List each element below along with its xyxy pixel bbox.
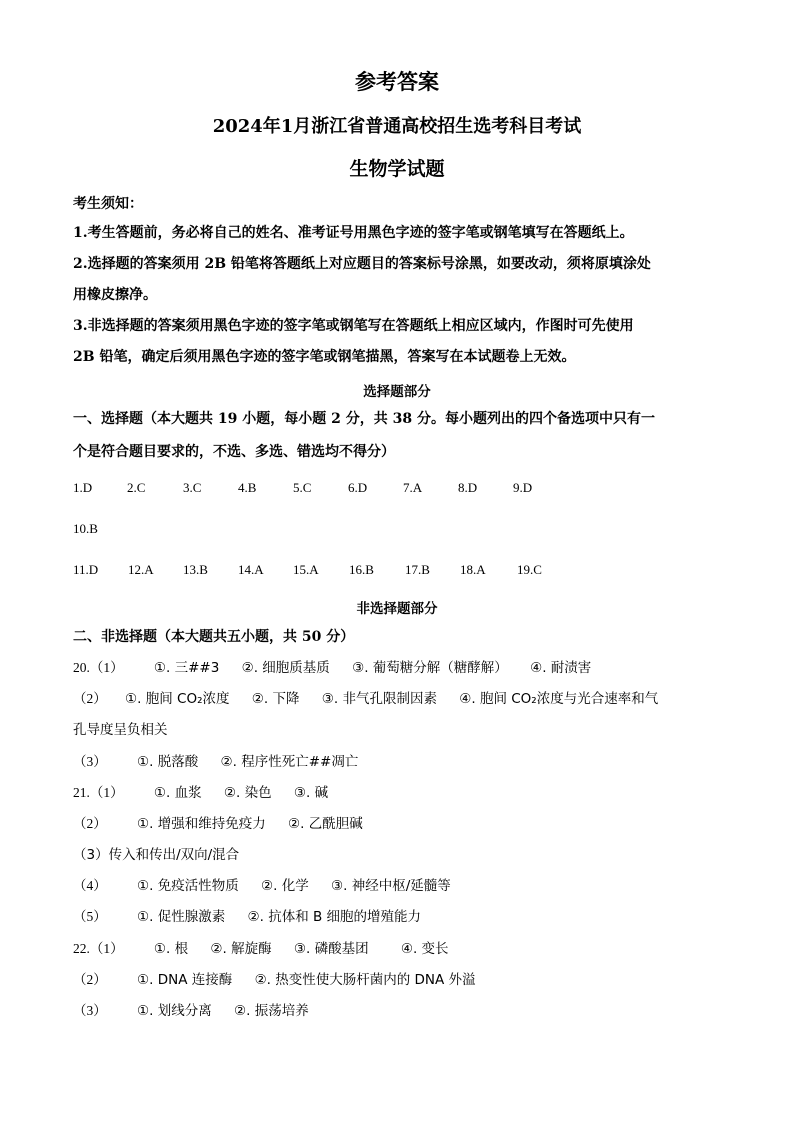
answer-item: ①. 血浆 xyxy=(153,785,202,801)
notice-heading: 考生须知： xyxy=(73,196,143,212)
notice-line-3a: 3.非选择题的答案须用黑色字迹的签字笔或钢笔写在答题纸上相应区域内，作图时可先使用 xyxy=(73,318,634,334)
notice-line-2a: 2.选择题的答案须用 2B 铅笔将答题纸上对应题目的答案标号涂黑，如要改动，须将原填涂处 xyxy=(73,256,651,272)
answer-item: ①. 免疫活性物质 xyxy=(137,878,239,894)
choice-answer: 18.A xyxy=(460,562,486,577)
question-number: 21.（1） xyxy=(73,785,124,800)
choice-answer: 1.D xyxy=(73,480,93,495)
answer-item: ①. 根 xyxy=(153,941,189,957)
answer-item: ③. 磷酸基团 xyxy=(293,941,369,957)
answer-item: ②. 化学 xyxy=(261,878,309,894)
question-number: （3） xyxy=(73,1003,107,1018)
answer-item: （3）传入和传出/双向/混合 xyxy=(73,847,240,863)
answer-item: ②. 染色 xyxy=(223,785,272,801)
answer-row-21-4 xyxy=(73,876,451,896)
answer-row-21-1 xyxy=(73,783,328,803)
subject-title: 生物学试题 xyxy=(349,158,445,180)
page-title: 参考答案 xyxy=(355,69,439,94)
choice-answer: 5.C xyxy=(293,480,312,495)
answer-item-continued: 孔导度呈负相关 xyxy=(73,722,168,738)
answer-item: ②. 乙酰胆碱 xyxy=(288,816,363,832)
answer-item: ①. 划线分离 xyxy=(137,1003,212,1019)
answer-row-21-5 xyxy=(73,907,421,927)
answer-row-20-3 xyxy=(73,752,358,772)
choice-answer: 7.A xyxy=(403,480,423,495)
section-choice-title: 选择题部分 xyxy=(363,384,431,400)
answer-item: ②. 细胞质基质 xyxy=(241,660,330,676)
answer-row-20-1 xyxy=(73,658,591,678)
notice-line-3b: 2B 铅笔，确定后须用黑色字迹的签字笔或钢笔描黑，答案写在本试题卷上无效。 xyxy=(73,349,576,365)
answer-row-21-3 xyxy=(73,845,239,865)
answer-row-20-2-continued xyxy=(73,720,168,740)
choice-answer: 2.C xyxy=(127,480,146,495)
question-number: （4） xyxy=(73,878,107,893)
question-number: （5） xyxy=(73,909,107,924)
answer-item: ④. 耐渍害 xyxy=(530,660,592,676)
answer-item: ③. 碱 xyxy=(293,785,329,801)
choice-answer: 13.B xyxy=(183,562,208,577)
answer-item: ②. 下降 xyxy=(251,691,300,707)
answer-item: ②. 程序性死亡##凋亡 xyxy=(220,754,359,770)
choice-answer: 19.C xyxy=(517,562,542,577)
answer-item: ①. 增强和维持免疫力 xyxy=(137,816,266,832)
answer-item: ①. 促性腺激素 xyxy=(137,909,226,925)
answer-item: ②. 解旋酶 xyxy=(210,941,272,957)
answer-row-20-2 xyxy=(73,689,658,709)
choice-answer: 3.C xyxy=(183,480,202,495)
question-number: （3） xyxy=(73,754,107,769)
answer-item: ①. 脱落酸 xyxy=(137,754,199,770)
choice-answer: 10.B xyxy=(73,521,98,536)
answer-item: ②. 热变性使大肠杆菌内的 DNA 外溢 xyxy=(254,972,476,988)
choice-answer: 11.D xyxy=(73,562,99,577)
choice-answer: 17.B xyxy=(405,562,430,577)
question-number: （2） xyxy=(73,972,107,987)
notice-line-1: 1.考生答题前，务必将自己的姓名、准考证号用黑色字迹的签字笔或钢笔填写在答题纸上。 xyxy=(73,225,634,241)
answer-item: ③. 神经中枢/延髓等 xyxy=(331,878,451,894)
answer-row-21-2 xyxy=(73,814,363,834)
answer-item: ②. 振荡培养 xyxy=(234,1003,309,1019)
notice-line-2b: 用橡皮擦净。 xyxy=(73,287,157,303)
choice-answer: 16.B xyxy=(349,562,374,577)
section-nonchoice-title: 非选择题部分 xyxy=(356,601,438,617)
answer-item: ③. 葡萄糖分解（糖酵解） xyxy=(352,660,508,676)
question-number: （2） xyxy=(73,691,107,706)
choice-answer: 15.A xyxy=(293,562,319,577)
choice-answer: 9.D xyxy=(513,480,533,495)
answer-item: ①. 胞间 CO₂浓度 xyxy=(125,691,230,707)
answer-row-22-2 xyxy=(73,970,476,990)
section-nonchoice-desc: 二、非选择题（本大题共五小题，共 50 分） xyxy=(73,629,355,645)
choice-answer: 4.B xyxy=(238,480,257,495)
question-number: 22.（1） xyxy=(73,941,124,956)
answer-item: ②. 抗体和 B 细胞的增殖能力 xyxy=(247,909,422,925)
choice-answer: 12.A xyxy=(128,562,154,577)
answer-row-22-3 xyxy=(73,1001,309,1021)
question-number: （2） xyxy=(73,816,107,831)
answer-item: ④. 变长 xyxy=(400,941,449,957)
exam-title: 2024年1月浙江省普通高校招生选考科目考试 xyxy=(212,116,582,137)
section-choice-desc-b: 个是符合题目要求的，不选、多选、错选均不得分） xyxy=(73,444,395,460)
answer-item: ①. DNA 连接酶 xyxy=(137,972,233,988)
choice-answer: 6.D xyxy=(348,480,368,495)
question-number: 20.（1） xyxy=(73,660,124,675)
answer-item: ④. 胞间 CO₂浓度与光合速率和气 xyxy=(459,691,659,707)
choice-answer: 14.A xyxy=(238,562,264,577)
choice-answer: 8.D xyxy=(458,480,478,495)
section-choice-desc-a: 一、选择题（本大题共 19 小题，每小题 2 分，共 38 分。每小题列出的四个备选项中只有一 xyxy=(73,411,655,427)
answer-row-22-1 xyxy=(73,939,449,959)
answer-item: ③. 非气孔限制因素 xyxy=(321,691,437,707)
answer-item: ①. 三##3 xyxy=(153,660,220,676)
